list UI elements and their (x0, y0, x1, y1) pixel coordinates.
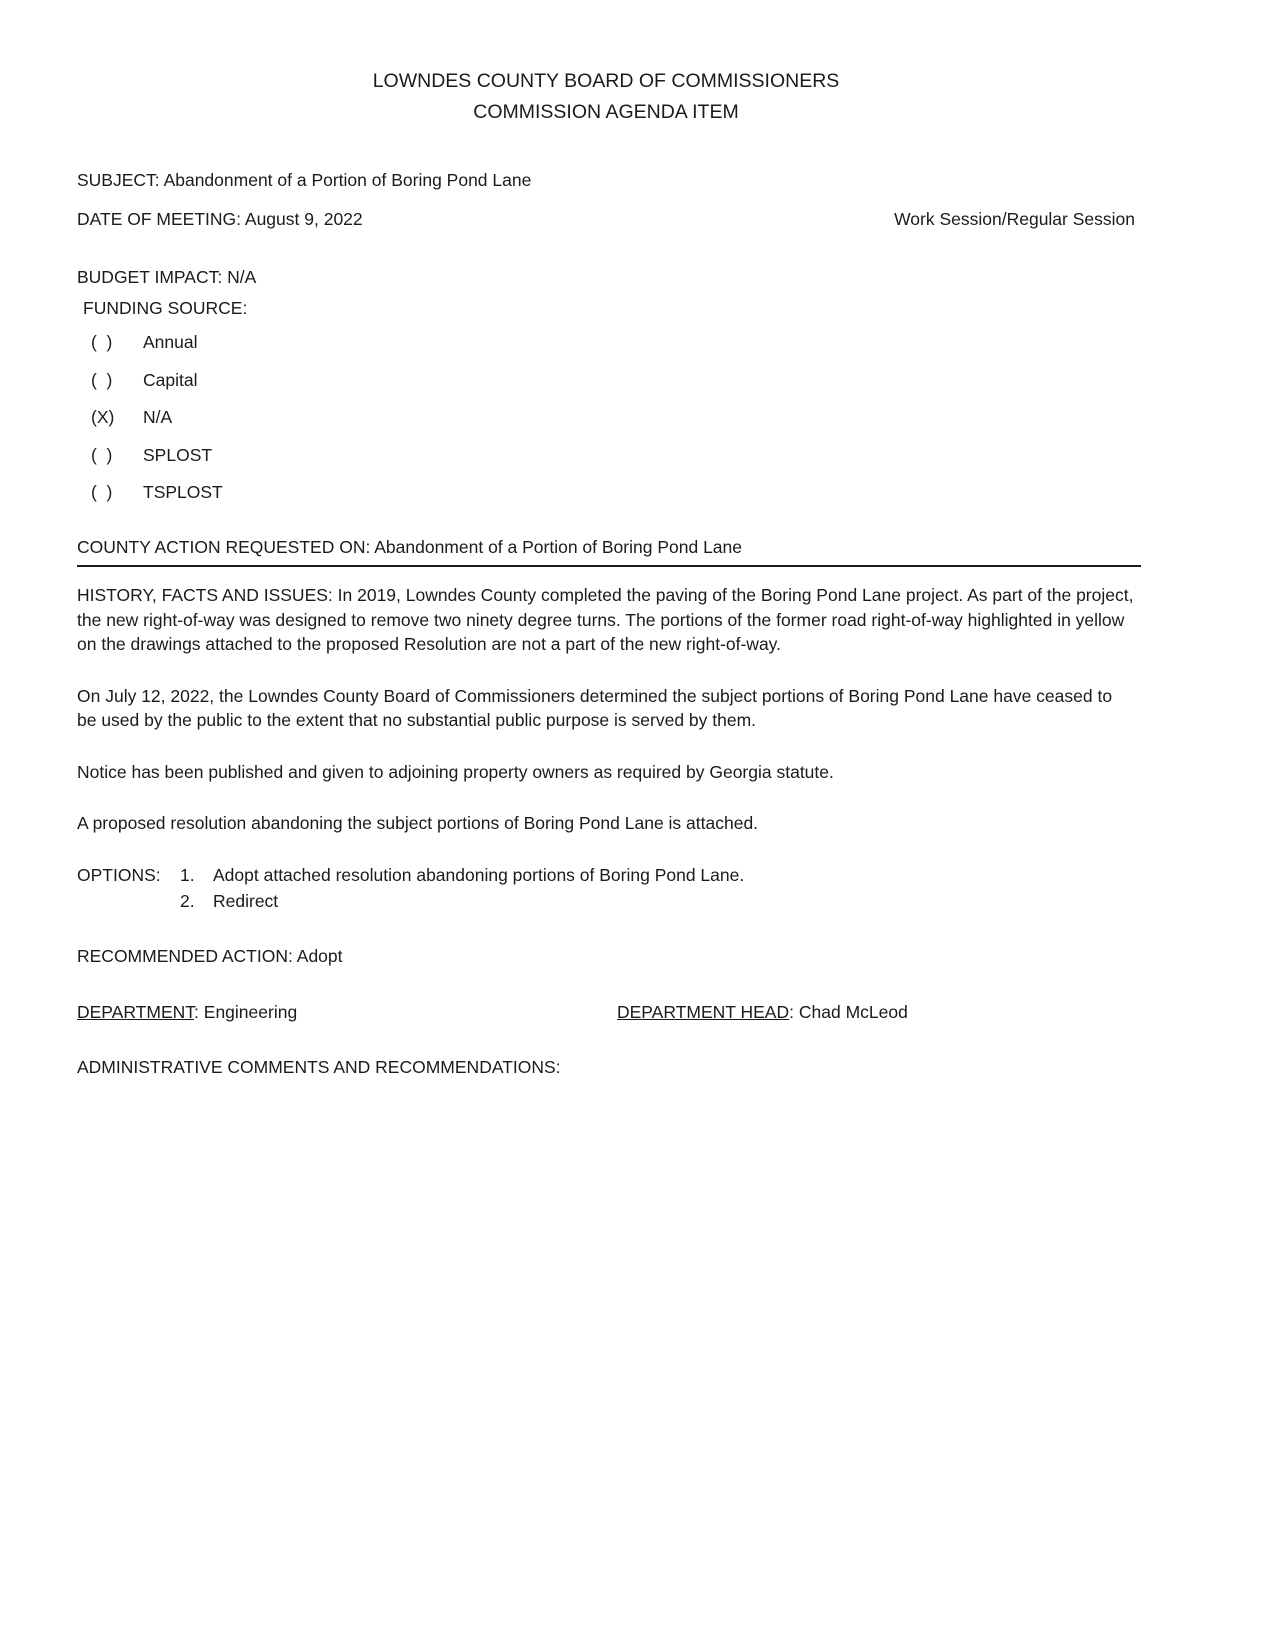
options-line-2 (180, 889, 1135, 914)
funding-option-splost (91, 443, 1135, 468)
subject-label: SUBJECT: (77, 170, 160, 191)
funding-option-label: N/A (143, 407, 173, 428)
county-action-line (77, 535, 1141, 568)
funding-option-label: Capital (143, 369, 198, 390)
funding-option-tsplost (91, 480, 1135, 505)
county-action-label: COUNTY ACTION REQUESTED ON: (77, 536, 371, 557)
history-paragraph-2: On July 12, 2022, the Lowndes County Board of Commissioners determined the subject portions of Boring Pond Lane have ceased to be used by the public to the extent that no substantial public purpose is served by them. (77, 685, 1113, 731)
option-1-text: Adopt attached resolution abandoning portions of Boring Pond Lane. (213, 864, 745, 885)
history-paragraph-4: A proposed resolution abandoning the subject portions of Boring Pond Lane is attached. (77, 813, 759, 834)
checkbox-mark-checked: (X) (91, 407, 115, 428)
department-label: DEPARTMENT (77, 1002, 195, 1023)
funding-option-label: SPLOST (143, 444, 213, 465)
options-line-1 (77, 863, 1135, 888)
checkbox-mark: ( ) (91, 369, 113, 390)
checkbox-mark: ( ) (91, 482, 113, 503)
budget-impact-label: BUDGET IMPACT: (77, 267, 223, 288)
checkbox-mark: ( ) (91, 444, 113, 465)
funding-option-annual (91, 330, 1135, 355)
department-row (77, 1000, 1135, 1025)
county-action-value: Abandonment of a Portion of Boring Pond Lane (374, 536, 742, 557)
department-head-line (617, 1000, 908, 1025)
funding-option-label: TSPLOST (143, 482, 223, 503)
history-paragraph-3: Notice has been published and given to adjoining property owners as required by Georgia statute. (77, 761, 834, 782)
recommended-action-label: RECOMMENDED ACTION: (77, 945, 293, 966)
session-type-text: Work Session/Regular Session (894, 208, 1135, 229)
meeting-date-label: DATE OF MEETING: (77, 208, 241, 229)
option-1-number: 1. (180, 864, 195, 885)
department-label-colon: : (194, 1002, 199, 1023)
admin-comments-label: ADMINISTRATIVE COMMENTS AND RECOMMENDATIONS: (77, 1056, 561, 1077)
budget-impact-value: N/A (227, 267, 257, 288)
meeting-date-line (77, 207, 363, 232)
history-paragraph-1-text: In 2019, Lowndes County completed the paving of the Boring Pond Lane project. As part of the project, the new right-of-way was designed to remove two ninety degree turns. The portions of the former road right-of-way highlighted in yellow on the drawings attached to the proposed Resolution are not a part of the new right-of-way. (77, 585, 1134, 655)
department-head-label: DEPARTMENT HEAD (617, 1002, 790, 1023)
funding-option-na (91, 405, 1135, 430)
recommended-action-line (77, 944, 1135, 969)
meeting-date-value: August 9, 2022 (244, 208, 363, 229)
option-2-text: Redirect (213, 891, 279, 912)
funding-option-capital (91, 368, 1135, 393)
funding-source-label: FUNDING SOURCE: (83, 297, 248, 318)
document-title-line2: COMMISSION AGENDA ITEM (473, 101, 739, 124)
option-2-number: 2. (180, 891, 195, 912)
date-row (77, 207, 1135, 232)
budget-impact-line (77, 265, 1135, 290)
subject-value: Abandonment of a Portion of Boring Pond Lane (163, 170, 532, 191)
options-label: OPTIONS: (77, 864, 161, 885)
funding-source-list (77, 330, 1135, 505)
recommended-action-value: Adopt (296, 945, 343, 966)
history-paragraph-1 (77, 583, 1135, 657)
document-title (77, 66, 1135, 128)
history-label: HISTORY, FACTS AND ISSUES: (77, 585, 333, 606)
department-head-value: Chad McLeod (798, 1002, 908, 1023)
checkbox-mark: ( ) (91, 332, 113, 353)
department-head-colon: : (789, 1002, 794, 1023)
department-value: Engineering (203, 1002, 298, 1023)
subject-line (77, 168, 1135, 193)
funding-option-label: Annual (143, 332, 198, 353)
department-line (77, 1000, 617, 1025)
document-title-line1: LOWNDES COUNTY BOARD OF COMMISSIONERS (372, 70, 840, 92)
